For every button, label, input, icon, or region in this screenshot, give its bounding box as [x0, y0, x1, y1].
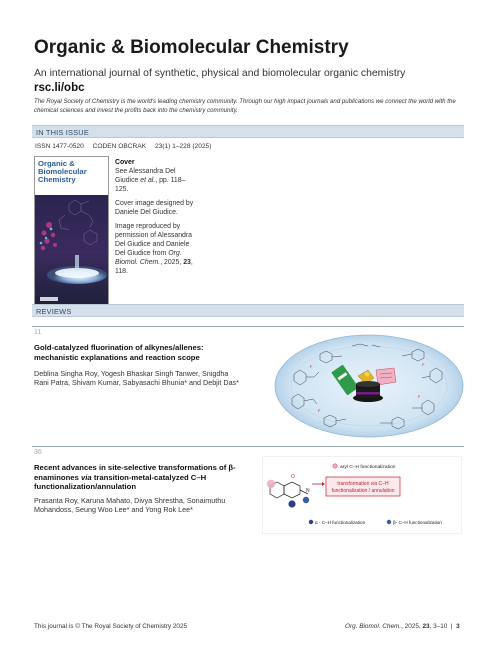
- cover-thumb-title: Organic & Biomolecular Chemistry: [38, 159, 87, 184]
- cover-reproduced: Image reproduced by permission of Alessandra Del Giudice and Daniele Del Giudice from Org. Biomol. Chem., 2025, 23, 118.: [115, 223, 193, 275]
- article-title[interactable]: Recent advances in site-selective transformations of β-enaminones via transition-metal-catalyzed C–H functionalization/annulation: [34, 463, 236, 491]
- journal-title: Organic & Biomolecular Chemistry: [34, 37, 349, 58]
- alpha-ch-label: α - C–H functionalization: [315, 520, 366, 525]
- footer-citation: Org. Biomol. Chem., 2025, 23, 3–10 | 3: [345, 623, 460, 630]
- cover-thumbnail[interactable]: [34, 156, 109, 309]
- cover-artwork-image: [35, 195, 109, 309]
- graphical-abstract-gold-fluorination: [272, 332, 466, 440]
- article-page-number: 11: [34, 329, 42, 336]
- svg-text:F: F: [310, 364, 313, 369]
- in-this-issue-bar: [32, 125, 464, 138]
- divider: [32, 326, 464, 327]
- journal-subtitle: An international journal of synthetic, physical and biomolecular organic chemistry: [34, 68, 406, 79]
- cover-see: See Alessandra Del Giudice: [115, 168, 176, 184]
- cover-label: Cover: [115, 159, 135, 166]
- article-authors: Prasanta Roy, Karuna Mahato, Divya Shrestha, Sonaimuthu Mohandoss, Seung Woo Lee* and Yong Rok Lee*: [34, 496, 226, 515]
- svg-text:F: F: [418, 394, 421, 399]
- footer-page-number: 3: [456, 623, 460, 630]
- center-label-line2: functionalization / annulation: [331, 488, 395, 494]
- article-title[interactable]: Gold-catalyzed fluorination of alkynes/allenes: mechanistic explanations and reaction scope: [34, 343, 204, 362]
- volume-info: 23(1) 1–228 (2025): [154, 143, 212, 150]
- divider: [32, 446, 464, 447]
- cover-designed-by: Cover image designed by Daniele Del Giudice.: [115, 200, 194, 216]
- reviews-bar: [32, 304, 464, 317]
- footer-copyright: This journal is © The Royal Society of Chemistry 2025: [34, 623, 188, 630]
- article-authors: Deblina Singha Roy, Yogesh Bhaskar Singh Tanwer, Snigdha Rani Patra, Shivam Kumar, Sabyasachi Bhunia* and Debjit Das*: [34, 369, 239, 388]
- center-label-line1: transformation via C–H: [337, 481, 389, 487]
- in-this-issue-label: IN THIS ISSUE: [36, 128, 89, 137]
- cover-pages: , pp. 118–125.: [115, 177, 186, 193]
- aryl-ch-label: aryl C–H functionalization: [340, 465, 396, 470]
- svg-text:F: F: [422, 362, 425, 367]
- journal-url-link[interactable]: rsc.li/obc: [34, 82, 85, 94]
- issn: ISSN 1477-0520: [35, 143, 84, 150]
- graphical-abstract-enaminones: [262, 456, 462, 534]
- cover-info: [115, 158, 195, 281]
- cover-etal: et al.: [140, 177, 156, 184]
- coden: CODEN OBCRAK: [92, 143, 147, 150]
- reviews-label: REVIEWS: [36, 307, 72, 316]
- svg-text:F: F: [318, 408, 321, 413]
- article-page-number: 36: [34, 449, 42, 456]
- beta-ch-label: β- C–H functionalization: [393, 520, 442, 525]
- svg-text:N: N: [306, 488, 310, 494]
- rsc-blurb: The Royal Society of Chemistry is the world's leading chemistry community. Through our high impact journals and publications we connect the world with the chemical sciences and invest the profits back into the chemistry community.: [34, 98, 456, 114]
- issn-line: [35, 143, 218, 150]
- svg-text:O: O: [291, 474, 295, 480]
